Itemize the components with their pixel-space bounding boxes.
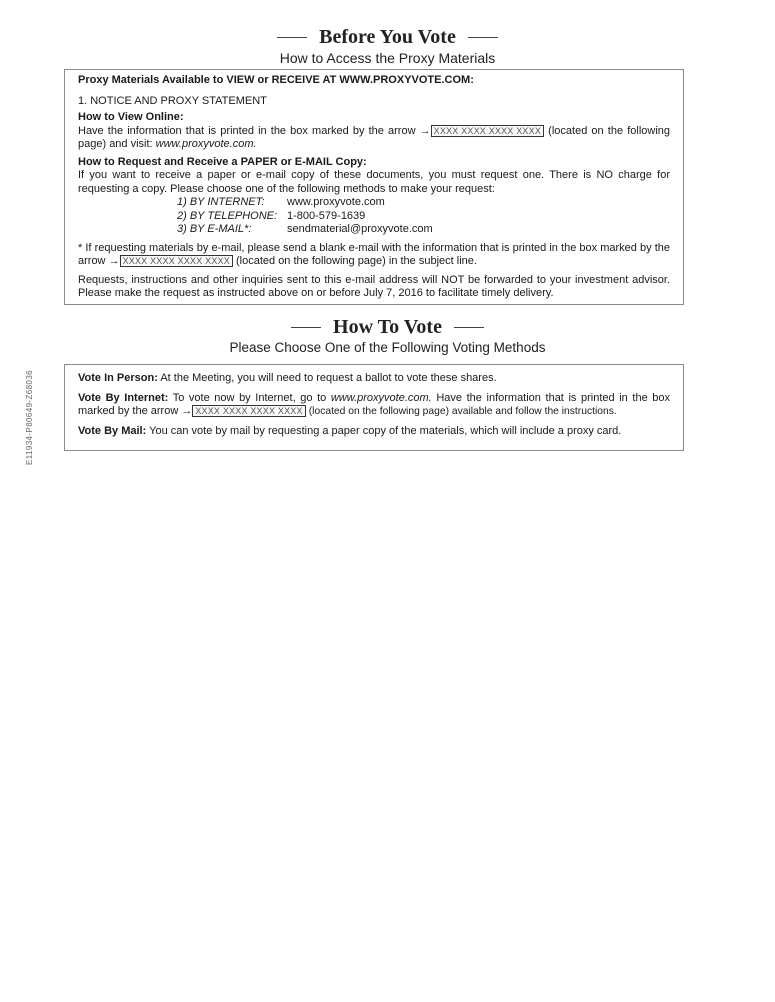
vote-by-mail: Vote By Mail: You can vote by mail by requesting a paper copy of the materials, which will include a proxy card.	[78, 424, 622, 437]
control-number-box: XXXX XXXX XXXX XXXX	[192, 405, 305, 417]
voting-methods-box	[64, 364, 684, 451]
title-rule-left	[291, 327, 321, 328]
footer-note: Requests, instructions and other inquiries sent to this e-mail address will NOT be forwarded to your investment advisor. Please make the request as instructed above on or before July 7, 2016 to facilitate timely delivery.	[78, 273, 670, 299]
section-title: How To Vote	[333, 316, 442, 338]
view-online-text: Have the information that is printed in the box marked by the arrow → XXXX XXXX XXXX XXXX (located on the following page) and visit: www.proxyvote.com.	[78, 124, 671, 150]
box-heading: Proxy Materials Available to VIEW or RECEIVE AT WWW.PROXYVOTE.COM:	[78, 74, 474, 86]
request-text: If you want to receive a paper or e-mail copy of these documents, you must request one. There is NO charge for requesting a copy. Please choose one of the following methods to make your request:	[78, 169, 670, 195]
document-item: 1. NOTICE AND PROXY STATEMENT	[78, 94, 267, 107]
method-internet-value[interactable]: www.proxyvote.com	[287, 196, 385, 208]
vote-by-internet: Vote By Internet: To vote now by Internet, go to www.proxyvote.com. Have the information that is printed in the box marked by the arrow → XXXX XXXX XXXX XXXX (located on the following page) available and follow the instructions.	[78, 391, 671, 417]
title-rule-right	[454, 327, 484, 328]
method-email: 3) BY E-MAIL*: sendmaterial@proxyvote.com	[177, 223, 433, 235]
method-telephone: 2) BY TELEPHONE: 1-800-579-1639	[177, 209, 366, 222]
proxy-materials-box	[64, 69, 684, 305]
title-rule-left	[277, 37, 307, 38]
section-subtitle: How to Access the Proxy Materials	[279, 50, 496, 66]
method-email-value[interactable]: sendmaterial@proxyvote.com	[287, 223, 433, 235]
before-you-vote-header	[0, 26, 775, 66]
control-number-box: XXXX XXXX XXXX XXXX	[120, 255, 233, 267]
request-methods	[177, 196, 670, 237]
arrow-icon: →	[419, 124, 431, 137]
arrow-icon: →	[108, 255, 120, 267]
document-id: E11934-P80649-Z68036	[25, 369, 34, 465]
title-rule-right	[468, 37, 498, 38]
method-telephone-value[interactable]: 1-800-579-1639	[287, 209, 366, 222]
proxyvote-link[interactable]: www.proxyvote.com.	[155, 138, 257, 150]
how-to-vote-header	[0, 316, 775, 355]
email-note: * If requesting materials by e-mail, please send a blank e-mail with the information that is printed in the box marked by the arrow → XXXX XXXX XXXX XXXX (located on the following page) in the subject line.	[78, 241, 670, 267]
section-title: Before You Vote	[319, 26, 456, 48]
view-online-heading: How to View Online:	[78, 111, 184, 123]
vote-in-person: Vote In Person: At the Meeting, you will need to request a ballot to vote these shares.	[78, 372, 497, 384]
section-subtitle: Please Choose One of the Following Voting Methods	[229, 340, 546, 355]
control-number-box: XXXX XXXX XXXX XXXX	[431, 125, 544, 137]
proxyvote-link[interactable]: www.proxyvote.com.	[330, 391, 432, 404]
request-heading: How to Request and Receive a PAPER or E-MAIL Copy:	[78, 155, 367, 168]
method-internet: 1) BY INTERNET: www.proxyvote.com	[177, 196, 385, 208]
arrow-icon: →	[181, 405, 193, 417]
